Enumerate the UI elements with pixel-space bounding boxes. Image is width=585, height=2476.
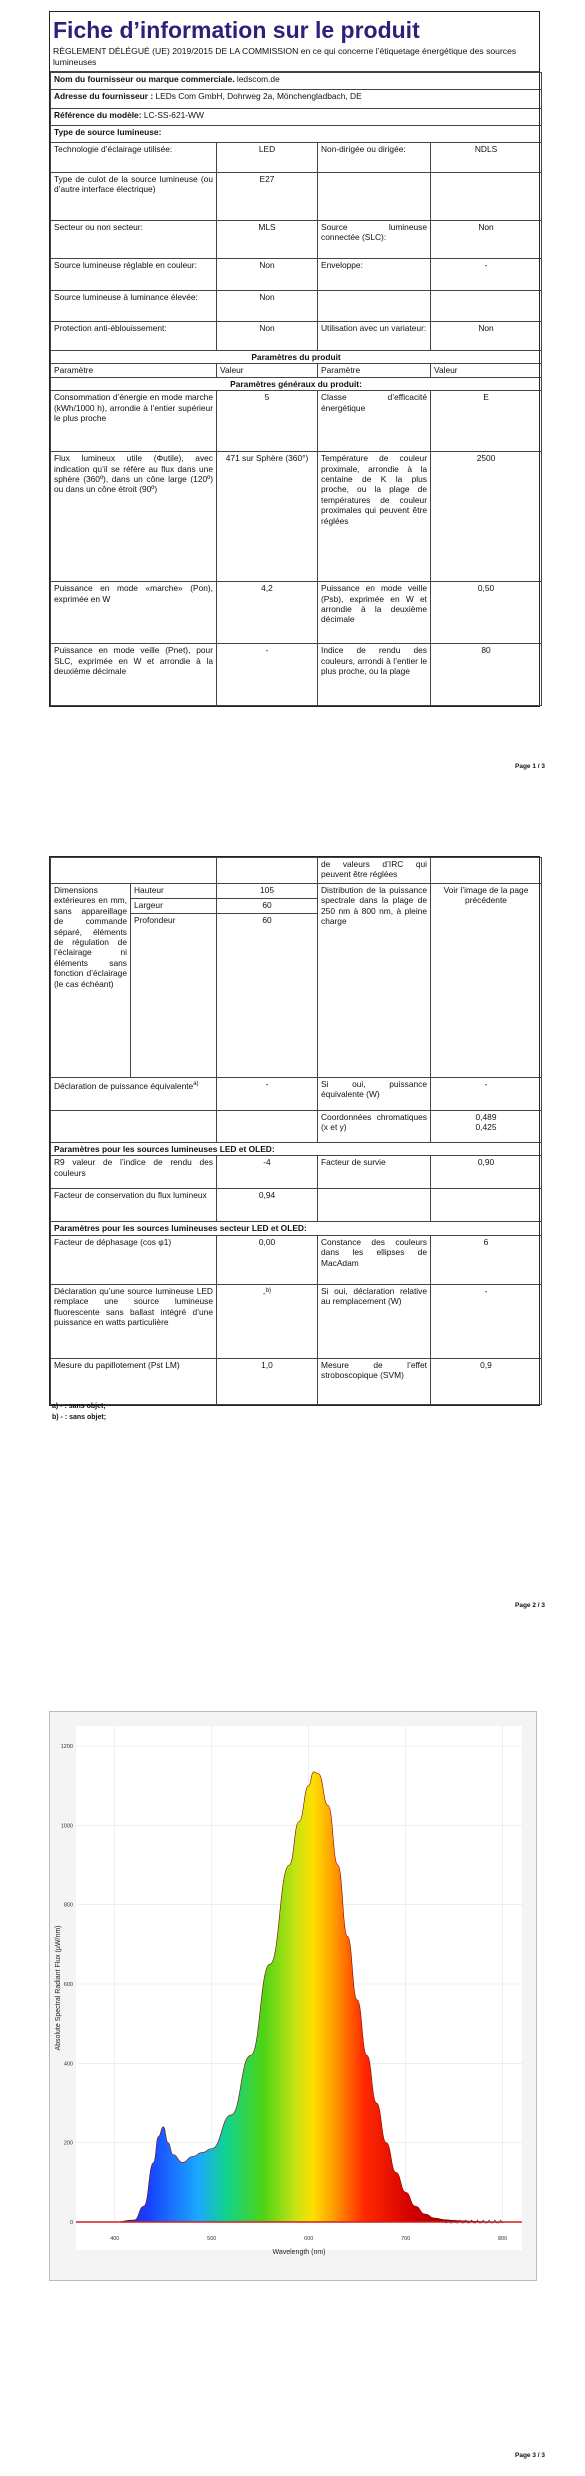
type-heading: Type de source lumineuse: — [51, 126, 542, 143]
led-value — [431, 1189, 542, 1222]
type-value: NDLS — [431, 143, 542, 173]
supplier-value: ledscom.de — [236, 74, 280, 84]
model-row — [51, 109, 542, 126]
mains-label: Si oui, déclaration relative au remplacement (W) — [318, 1284, 431, 1358]
type-label — [318, 291, 431, 322]
col-header-value: Valeur — [431, 364, 542, 377]
param-label: Puissance en mode «marche» (Pon), exprimée en W — [51, 582, 217, 644]
param-value: 471 sur Sphère (360°) — [217, 452, 318, 582]
continuation-text: de valeurs d’IRC qui peuvent être réglées — [318, 858, 431, 884]
dimensions-row — [51, 884, 542, 899]
x-tick-label: 400 — [110, 2236, 120, 2242]
led-value: 0,94 — [217, 1189, 318, 1222]
type-row — [51, 259, 542, 291]
dim-value: 60 — [217, 914, 318, 1078]
spectral-chart-frame — [49, 1711, 537, 2281]
type-value: Non — [431, 322, 542, 351]
mains-value: 1,0 — [217, 1358, 318, 1404]
param-value: 2500 — [431, 452, 542, 582]
address-row — [51, 90, 542, 109]
param-value: 80 — [431, 644, 542, 706]
sheet-table-1 — [50, 72, 542, 706]
page-3 — [0, 1626, 585, 2476]
x-tick-label: 500 — [207, 2236, 217, 2242]
led-heading: Paramètres pour les sources lumineuses LED et OLED: — [51, 1143, 542, 1156]
equivalent-power-label — [51, 1078, 217, 1111]
footnotes — [52, 1401, 106, 1423]
equivalent-power-row — [51, 1078, 542, 1111]
mains-row — [51, 1235, 542, 1284]
type-value: - — [431, 259, 542, 291]
led-value: 0,90 — [431, 1156, 542, 1189]
spd-label: Distribution de la puissance spectrale dans la plage de 250 nm à 800 nm, à pleine charge — [318, 884, 431, 1078]
y-tick-label: 600 — [63, 1982, 73, 1988]
chromaticity-values — [431, 1111, 542, 1143]
param-row — [51, 452, 542, 582]
x-axis-label: Wavelength (nm) — [272, 2249, 326, 2256]
mains-value-text: - — [262, 1287, 266, 1298]
type-label: Source lumineuse à luminance élevée: — [51, 291, 217, 322]
param-label: Classe d’efficacité énergétique — [318, 391, 431, 452]
column-header-row — [51, 364, 542, 377]
type-label: Source lumineuse réglable en couleur: — [51, 259, 217, 291]
param-row — [51, 644, 542, 706]
address-label: Adresse du fournisseur : — [54, 91, 154, 101]
chromaticity-y: 0,425 — [475, 1122, 497, 1133]
mains-row — [51, 1358, 542, 1404]
model-value: LC-SS-621-WW — [143, 110, 204, 120]
equivalent-if-value: - — [431, 1078, 542, 1111]
param-value: 4,2 — [217, 582, 318, 644]
type-row — [51, 291, 542, 322]
page-number: Page 1 / 3 — [515, 763, 545, 770]
col-header-param: Paramètre — [51, 364, 217, 377]
dim-name: Hauteur — [131, 884, 217, 899]
params-heading-row — [51, 351, 542, 364]
supplier-row — [51, 73, 542, 90]
param-value: 5 — [217, 391, 318, 452]
supplier-label: Nom du fournisseur ou marque commerciale. — [54, 74, 235, 84]
param-label: Puissance en mode veille (Pnet), pour SLC, exprimée en W et arrondie à la deuxième décimale — [51, 644, 217, 706]
type-value: E27 — [217, 173, 318, 221]
dim-value: 60 — [217, 899, 318, 914]
equivalent-if-label: Si oui, puissance équivalente (W) — [318, 1078, 431, 1111]
param-row — [51, 582, 542, 644]
page-2 — [0, 790, 585, 1626]
col-header-value: Valeur — [217, 364, 318, 377]
spd-value: Voir l’image de la page précédente — [431, 884, 542, 1078]
y-axis-label: Absolute Spectral Radiant Flux (µW/nm) — [55, 1925, 62, 2051]
x-tick-label: 600 — [304, 2236, 314, 2242]
type-value — [431, 291, 542, 322]
mains-label: Constance des couleurs dans les ellipses de MacAdam — [318, 1235, 431, 1284]
dim-value: 105 — [217, 884, 318, 899]
y-tick-label: 0 — [69, 2220, 73, 2226]
type-row — [51, 221, 542, 259]
param-label: Température de couleur proximale, arrondie à la centaine de K la plus proche, ou la plage de températures de couleur proximales qui peuvent être réglées — [318, 452, 431, 582]
mains-value: 6 — [431, 1235, 542, 1284]
type-label: Enveloppe: — [318, 259, 431, 291]
equivalent-power-text: Déclaration de puissance équivalente — [54, 1080, 194, 1091]
type-row — [51, 322, 542, 351]
x-tick-label: 800 — [498, 2236, 508, 2242]
page-number: Page 3 / 3 — [515, 2452, 545, 2459]
equivalent-power-value: - — [217, 1078, 318, 1111]
general-heading: Paramètres généraux du produit: — [51, 377, 542, 390]
y-tick-label: 1000 — [60, 1823, 73, 1830]
type-label: Utilisation avec un variateur: — [318, 322, 431, 351]
spectral-chart — [50, 1712, 536, 2280]
dimensions-label: Dimensions extérieures en mm, sans appareillage de commande séparé, éléments de régulation de l’éclairage ni éléments sans fonction d’éclairage (le cas échéant) — [51, 884, 131, 1078]
type-value: Non — [431, 221, 542, 259]
type-label: Non-dirigée ou dirigée: — [318, 143, 431, 173]
page-1 — [0, 0, 585, 790]
col-header-param: Paramètre — [318, 364, 431, 377]
type-heading-row — [51, 126, 542, 143]
chromaticity-row — [51, 1111, 542, 1143]
mains-heading-row — [51, 1222, 542, 1235]
type-value: Non — [217, 322, 318, 351]
type-value: MLS — [217, 221, 318, 259]
type-label: Protection anti-éblouissement: — [51, 322, 217, 351]
mains-value: 0,9 — [431, 1358, 542, 1404]
mains-row — [51, 1284, 542, 1358]
led-label: Facteur de conservation du flux lumineux — [51, 1189, 217, 1222]
footnote-a: a) - : sans objet; — [52, 1403, 106, 1410]
mains-label: Déclaration qu’une source lumineuse LED remplace une source lumineuse fluorescente sans ballast intégré d’une puissance en watts particulière — [51, 1284, 217, 1358]
param-label: Puissance en mode veille (Psb), exprimée en W et arrondie à la deuxième décimale — [318, 582, 431, 644]
param-value: 0,50 — [431, 582, 542, 644]
regulation-subtitle: RÈGLEMENT DÉLÉGUÉ (UE) 2019/2015 DE LA COMMISSION en ce qui concerne l’étiquetage énergétique des sources lumineuses — [53, 46, 517, 67]
continuation-row — [51, 858, 542, 884]
led-row — [51, 1156, 542, 1189]
led-heading-row — [51, 1143, 542, 1156]
footnote-ref: b) — [265, 1287, 272, 1294]
chromaticity-x: 0,489 — [475, 1112, 497, 1122]
x-tick-label: 700 — [401, 2236, 411, 2242]
footnote-b: b) - : sans objet; — [52, 1414, 107, 1421]
mains-label: Facteur de déphasage (cos φ1) — [51, 1235, 217, 1284]
param-value: E — [431, 391, 542, 452]
param-label: Flux lumineux utile (Φutile), avec indication qu’il se réfère au flux dans une sphère (360º), dans un cône large (120º) ou dans un cône étroit (90º) — [51, 452, 217, 582]
type-label: Source lumineuse connectée (SLC): — [318, 221, 431, 259]
y-tick-label: 200 — [63, 2140, 73, 2147]
param-value: - — [217, 644, 318, 706]
y-tick-label: 1200 — [60, 1744, 73, 1750]
type-value: LED — [217, 143, 318, 173]
chromaticity-label: Coordonnées chromatiques (x et y) — [318, 1111, 431, 1143]
param-label: Consommation d’énergie en mode marche (kWh/1000 h), arrondie à l’entier supérieur le plus proche — [51, 391, 217, 452]
address-value: LEDs Com GmbH, Dohrweg 2a, Mönchengladbach, DE — [155, 91, 362, 101]
product-info-sheet-continued — [49, 856, 540, 1406]
page-title: Fiche d’information sur le produit — [53, 17, 420, 43]
page-number: Page 2 / 3 — [515, 1602, 545, 1609]
type-row — [51, 143, 542, 173]
led-row — [51, 1189, 542, 1222]
mains-heading: Paramètres pour les sources lumineuses secteur LED et OLED: — [51, 1222, 542, 1235]
type-row — [51, 173, 542, 221]
dim-name: Profondeur — [131, 914, 217, 1078]
mains-value: - — [431, 1284, 542, 1358]
model-label: Référence du modèle: — [54, 110, 142, 120]
mains-label: Mesure de l’effet stroboscopique (SVM) — [318, 1358, 431, 1404]
led-label: R9 valeur de l’indice de rendu des couleurs — [51, 1156, 217, 1189]
general-heading-row — [51, 377, 542, 390]
y-tick-label: 800 — [63, 1902, 73, 1909]
type-value — [431, 173, 542, 221]
y-tick-label: 400 — [63, 2061, 73, 2068]
led-label: Facteur de survie — [318, 1156, 431, 1189]
param-label: Indice de rendu des couleurs, arrondi à l’entier le plus proche, ou la plage — [318, 644, 431, 706]
type-value: Non — [217, 291, 318, 322]
type-label: Technologie d’éclairage utilisée: — [51, 143, 217, 173]
type-value: Non — [217, 259, 318, 291]
mains-value — [217, 1284, 318, 1358]
type-label — [318, 173, 431, 221]
mains-value: 0,00 — [217, 1235, 318, 1284]
dim-name: Largeur — [131, 899, 217, 914]
params-heading: Paramètres du produit — [51, 351, 542, 364]
mains-label: Mesure du papillotement (Pst LM) — [51, 1358, 217, 1404]
led-label — [318, 1189, 431, 1222]
footnote-ref: a) — [193, 1081, 199, 1087]
type-label: Type de culot de la source lumineuse (ou d’autre interface électrique) — [51, 173, 217, 221]
led-value: -4 — [217, 1156, 318, 1189]
type-label: Secteur ou non secteur: — [51, 221, 217, 259]
sheet-table-2 — [50, 857, 542, 1405]
title-block — [50, 12, 539, 72]
product-info-sheet — [49, 11, 540, 707]
param-row — [51, 391, 542, 452]
